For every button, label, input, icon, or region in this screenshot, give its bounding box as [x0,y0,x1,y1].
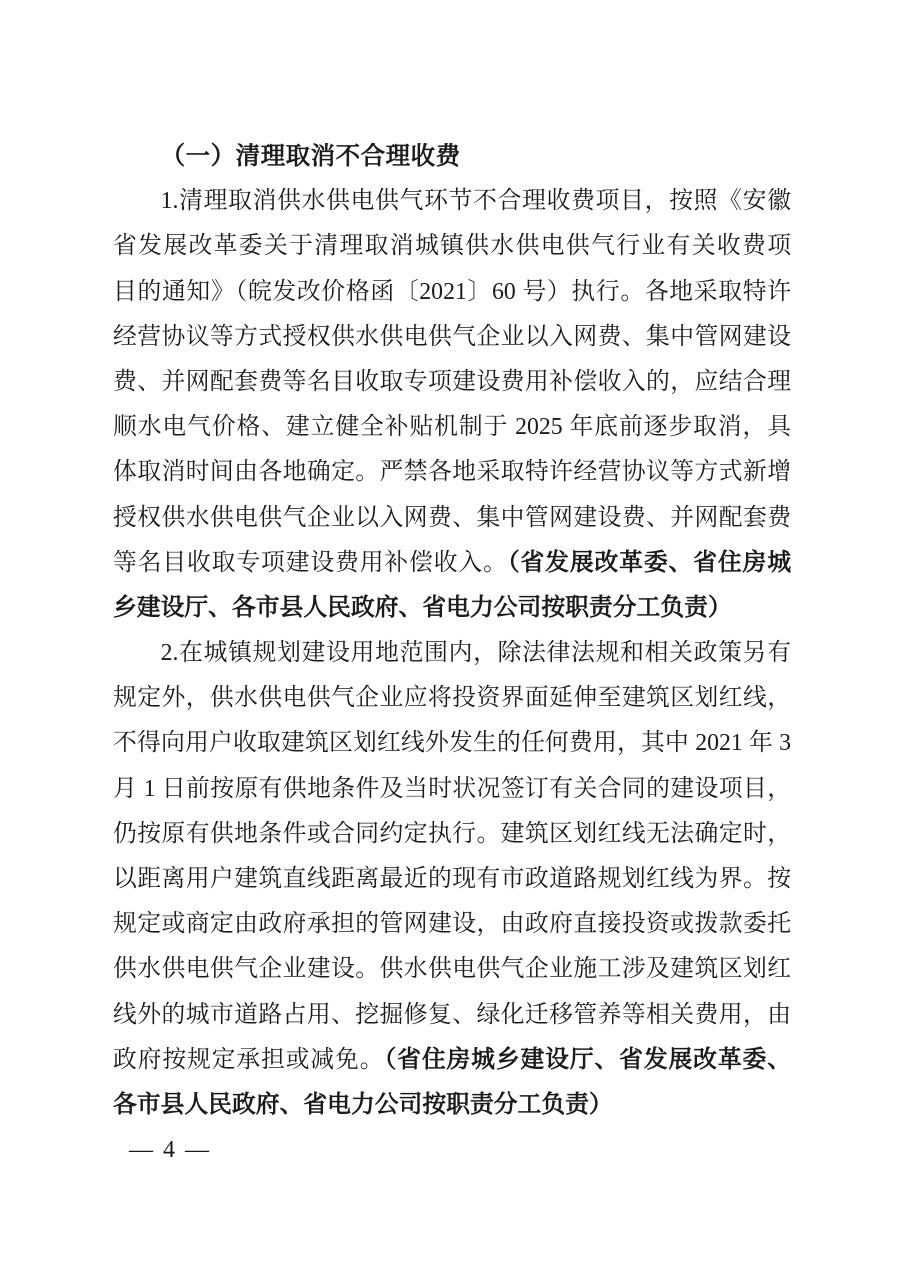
text-line [113,586,791,631]
text-run-fangsong: 等名目收取专项建设费用补偿收入。 [113,549,508,576]
text-line [113,676,791,721]
text-line [113,947,791,992]
text-run-fangsong: 费、并网配套费等名目收取专项建设费用补偿收入的，应结合理 [113,368,791,395]
text-line [113,993,791,1038]
text-run-fangsong: 以距离用户建筑直线距离最近的现有市政道路规划红线为界。按 [113,866,791,892]
text-line [113,541,791,586]
text-run-fangsong: 目的通知》（皖发改价格函〔2021〕60 号）执行。各地采取特许 [113,278,791,305]
text-line [113,1083,791,1128]
text-line [113,315,791,360]
text-run-fangsong: 授权供水供电供气企业以入网费、集中管网建设费、并网配套费 [113,504,791,531]
text-run-fangsong: 政府按规定承担或减免。 [113,1046,385,1073]
text-run-fangsong: 线外的城市道路占用、挖掘修复、绿化迁移管养等相关费用，由 [113,1001,791,1028]
text-run-fangsong: 不得向用户收取建筑区划红线外发生的任何费用，其中 2021 年 3 [113,730,791,757]
text-line [113,902,791,947]
text-line [113,179,791,224]
text-line [113,360,791,405]
text-run-fangsong: 经营协议等方式授权供水供电供气企业以入网费、集中管网建设 [113,323,791,350]
text-line [113,631,791,676]
text-line [113,450,791,495]
text-line [113,496,791,541]
document-body [113,134,791,1128]
text-run-fangsong: 1.清理取消供水供电供气环节不合理收费项目，按照《安徽 [160,188,791,215]
section-heading: （一）清理取消不合理收费 [160,143,461,170]
text-run-fangsong: 体取消时间由各地确定。严禁各地采取特许经营协议等方式新增 [113,459,791,486]
page-number: — 4 — [129,1137,211,1163]
text-line [113,857,791,902]
text-run-fangsong: 顺水电气价格、建立健全补贴机制于 2025 年底前逐步取消，具 [113,414,791,441]
text-line [113,767,791,812]
text-run-kaiti: 各市县人民政府、省电力公司按职责分工负责） [113,1091,613,1118]
paragraphs-container [113,179,791,1128]
text-run-fangsong: 月 1 日前按原有供地条件及当时状况签订有关合同的建设项目， [113,775,791,802]
text-run-fangsong: 供水供电供气企业建设。供水供电供气企业施工涉及建筑区划红 [113,956,791,983]
text-run-fangsong: 规定或商定由政府承担的管网建设，由政府直接投资或拨款委托 [113,911,791,938]
text-run-kaiti: （省住房城乡建设厅、省发展改革委、 [384,1046,791,1073]
text-run-fangsong: 省发展改革委关于清理取消城镇供水供电供气行业有关收费项 [113,233,791,260]
text-line [113,1038,791,1083]
text-line [113,721,791,766]
text-run-fangsong: 仍按原有供地条件或合同约定执行。建筑区划红线无法确定时， [113,820,791,847]
text-line [113,405,791,450]
text-run-fangsong: 规定外，供水供电供气企业应将投资界面延伸至建筑区划红线， [113,685,791,712]
text-run-kaiti: （省发展改革委、省住房城 [507,549,792,576]
text-run-fangsong: 2.在城镇规划建设用地范围内，除法律法规和相关政策另有 [160,640,791,667]
text-line [113,812,791,857]
text-run-kaiti: 乡建设厅、各市县人民政府、省电力公司按职责分工负责） [113,594,732,621]
text-line [113,224,791,269]
text-line [113,270,791,315]
